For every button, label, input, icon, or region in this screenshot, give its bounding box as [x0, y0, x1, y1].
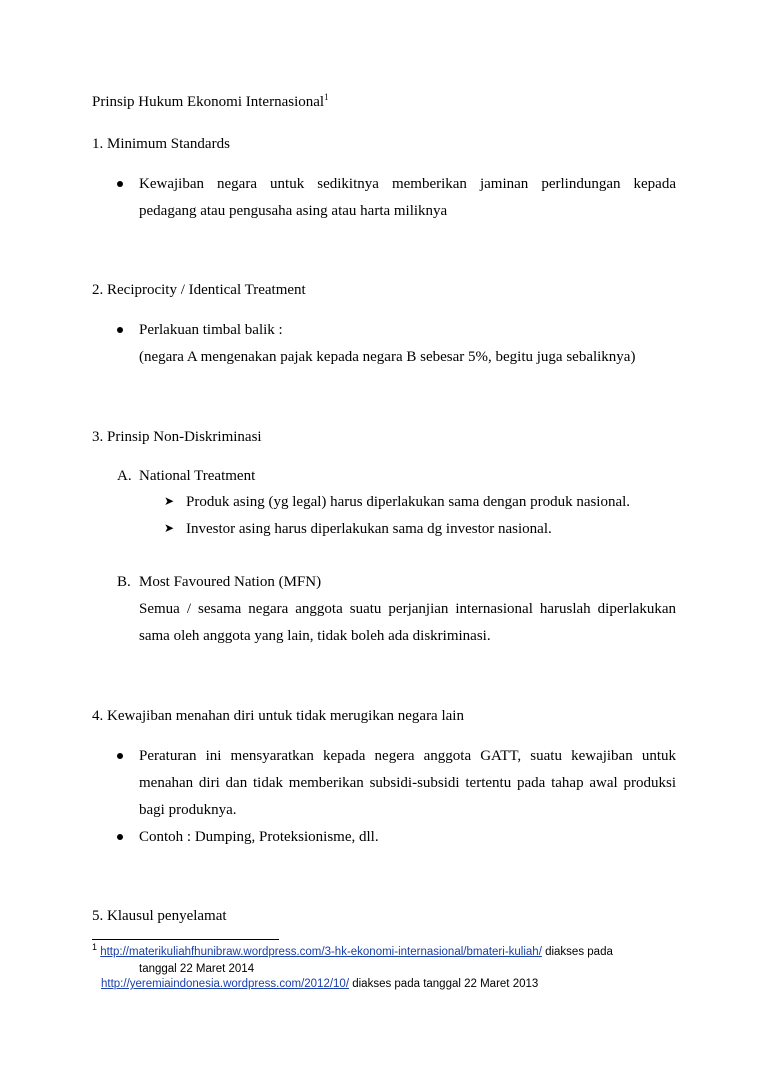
- footnote-marker: 1: [92, 942, 98, 953]
- section-4-bullet-1-line-3: bagi produknya.: [139, 802, 237, 818]
- footnote-2: [101, 978, 538, 990]
- footnote-link-2[interactable]: http://yeremiaindonesia.wordpress.com/2012/10/: [101, 978, 350, 990]
- section-1-heading: 1. Minimum Standards: [92, 136, 230, 152]
- arrow-bullet-icon: ➤: [164, 494, 175, 508]
- section-4-bullet-2: Contoh : Dumping, Proteksionisme, dll.: [139, 829, 379, 845]
- bullet-icon: [117, 181, 123, 187]
- list-label-b: B.: [117, 574, 131, 590]
- document-title: [92, 93, 329, 111]
- list-label-a: A.: [117, 468, 132, 484]
- national-treatment-item-2: Investor asing harus diperlakukan sama dg investor nasional.: [186, 521, 552, 537]
- section-2-bullet-line-1: Perlakuan timbal balik :: [139, 322, 283, 338]
- footnote-1-line-2: tanggal 22 Maret 2014: [139, 963, 255, 975]
- footnote-link-1[interactable]: http://materikuliahfhunibraw.wordpress.com/3-hk-ekonomi-internasional/bmateri-kuliah/: [100, 946, 542, 958]
- section-5-heading: 5. Klausul penyelamat: [92, 908, 227, 924]
- bullet-icon: [117, 327, 123, 333]
- section-2-heading: 2. Reciprocity / Identical Treatment: [92, 282, 306, 298]
- section-3-heading: 3. Prinsip Non-Diskriminasi: [92, 429, 262, 445]
- section-2-bullet-line-2: (negara A mengenakan pajak kepada negara B sebesar 5%, begitu juga sebaliknya): [139, 349, 636, 365]
- national-treatment-item-1: Produk asing (yg legal) harus diperlakukan sama dengan produk nasional.: [186, 494, 631, 510]
- footnote-reference[interactable]: 1: [324, 92, 329, 102]
- section-1-bullet-line-2: pedagang atau pengusaha asing atau harta miliknya: [139, 203, 448, 219]
- footnote-link-1-suffix: diakses pada: [541, 946, 613, 958]
- arrow-bullet-icon: ➤: [164, 521, 175, 535]
- footnote-link-2-suffix: diakses pada tanggal 22 Maret 2013: [349, 978, 539, 990]
- bullet-icon: [117, 753, 123, 759]
- section-4-heading: 4. Kewajiban menahan diri untuk tidak merugikan negara lain: [92, 708, 464, 724]
- title-text: Prinsip Hukum Ekonomi Internasional: [92, 94, 325, 110]
- mfn-line-2: sama oleh anggota yang lain, tidak boleh ada diskriminasi.: [139, 628, 491, 644]
- mfn-line-1: Semua / sesama negara anggota suatu perjanjian internasional haruslah diperlakukan: [139, 601, 676, 617]
- section-4-bullet-1-line-2: menahan diri dan tidak memberikan subsidi-subsidi tertentu pada tahap awal produksi: [139, 775, 676, 791]
- section-1-bullet-line-1: Kewajiban negara untuk sedikitnya memberikan jaminan perlindungan kepada: [139, 176, 676, 192]
- footnote-1: [92, 942, 613, 958]
- footnote-separator: [92, 939, 279, 940]
- bullet-icon: [117, 834, 123, 840]
- mfn-title: Most Favoured Nation (MFN): [139, 574, 322, 590]
- national-treatment-title: National Treatment: [139, 468, 256, 484]
- section-4-bullet-1-line-1: Peraturan ini mensyaratkan kepada negera anggota GATT, suatu kewajiban untuk: [139, 748, 676, 764]
